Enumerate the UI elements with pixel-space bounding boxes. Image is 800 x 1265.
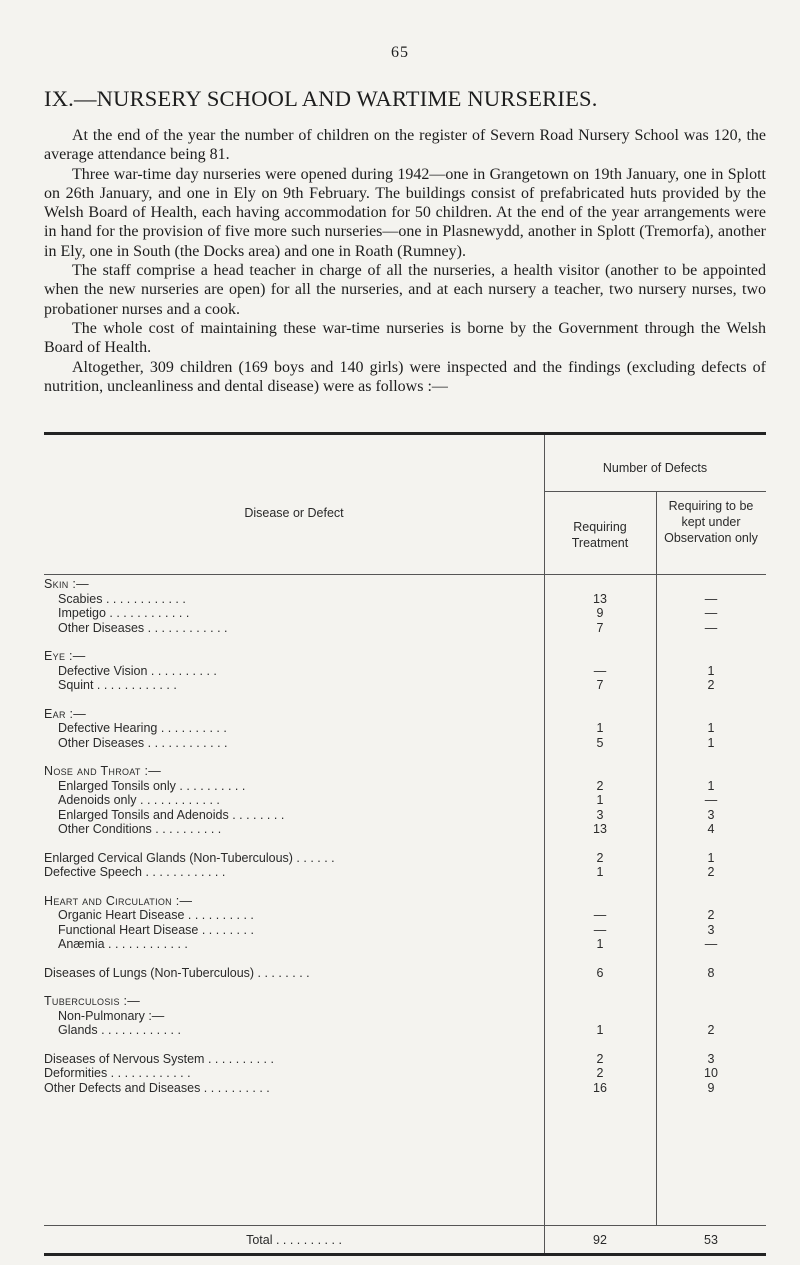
row-label: Scabies . . . . . . . . . . . .: [58, 591, 186, 606]
cell-requiring-observation: —: [704, 620, 718, 635]
table-row: [44, 908, 766, 923]
table-group-heading: [44, 894, 766, 909]
row-label: Non-Pulmonary :—: [58, 1008, 165, 1023]
table-row: [44, 721, 766, 736]
row-label: Deformities . . . . . . . . . . . .: [44, 1066, 191, 1080]
table-group-heading: [44, 707, 766, 722]
cell-requiring-observation: 9: [707, 1080, 715, 1095]
cell-requiring-observation: 1: [707, 735, 715, 750]
cell-requiring-treatment: 7: [596, 678, 604, 692]
cell-requiring-observation: 1: [707, 663, 715, 678]
table-header: [44, 435, 766, 575]
paragraph-findings: Altogether, 309 children (169 boys and 140 girls) were inspected and the findings (excluding defects of nutrition, uncleanliness and dental disease) were as follows :—: [44, 358, 766, 395]
section-heading: IX.—NURSERY SCHOOL AND WARTIME NURSERIES.: [44, 86, 598, 111]
table-row: [44, 1066, 766, 1081]
cell-requiring-observation: 3: [707, 922, 715, 937]
cell-requiring-treatment: 2: [596, 850, 604, 865]
row-label: Glands . . . . . . . . . . . .: [58, 1023, 181, 1037]
row-label: Other Conditions . . . . . . . . . .: [58, 822, 222, 836]
cell-requiring-treatment: 2: [596, 778, 604, 793]
row-label: Diseases of Nervous System . . . . . . . . . .: [44, 1051, 274, 1066]
cell-requiring-treatment: 1: [596, 1023, 604, 1037]
row-label: Enlarged Tonsils only . . . . . . . . . .: [58, 778, 246, 793]
table-group-heading: [44, 994, 766, 1009]
table-row: [44, 621, 766, 636]
header-number-of-defects: Number of Defects: [602, 461, 708, 475]
table-row: [44, 664, 766, 679]
cell-requiring-treatment: 7: [596, 620, 604, 635]
cell-requiring-treatment: 1: [596, 865, 604, 879]
table-row: [44, 1009, 766, 1024]
cell-requiring-observation: —: [704, 937, 718, 951]
row-label: Other Diseases . . . . . . . . . . . .: [58, 620, 228, 635]
row-label: Defective Speech . . . . . . . . . . . .: [44, 865, 226, 879]
cell-requiring-treatment: —: [593, 922, 607, 937]
header-divider: [544, 491, 766, 492]
cell-requiring-treatment: 3: [596, 807, 604, 822]
table-row: [44, 1081, 766, 1096]
row-label: Other Diseases . . . . . . . . . . . .: [58, 735, 228, 750]
cell-requiring-observation: 1: [707, 850, 715, 865]
body-text: [44, 126, 766, 396]
defects-table: [44, 432, 766, 1256]
row-label: Functional Heart Disease . . . . . . . .: [58, 922, 254, 937]
cell-requiring-observation: —: [704, 591, 718, 606]
table-group-heading: [44, 764, 766, 779]
table-row: [44, 808, 766, 823]
table-row: [44, 1052, 766, 1067]
row-label: Ear :—: [44, 706, 87, 721]
cell-requiring-treatment: 1: [596, 793, 604, 807]
row-label: Adenoids only . . . . . . . . . . . .: [58, 793, 220, 807]
total-observation: 53: [704, 1233, 718, 1247]
paragraph-cost: The whole cost of maintaining these war-time nurseries is borne by the Government through the Welsh Board of Health.: [44, 319, 766, 357]
cell-requiring-treatment: 1: [596, 721, 604, 735]
header-requiring-treatment: Requiring Treatment: [571, 520, 629, 550]
cell-requiring-treatment: 9: [596, 606, 604, 620]
table-row: [44, 793, 766, 808]
cell-requiring-treatment: 13: [593, 822, 607, 836]
table-row: [44, 937, 766, 952]
total-treatment: 92: [593, 1233, 607, 1247]
row-label: Enlarged Cervical Glands (Non-Tuberculous) . . . . . .: [44, 850, 335, 865]
row-label: Impetigo . . . . . . . . . . . .: [58, 606, 190, 620]
row-label: Defective Hearing . . . . . . . . . .: [58, 721, 227, 735]
row-label: Heart and Circulation :—: [44, 893, 193, 908]
header-requiring-observation: Requiring to be kept under Observation only: [664, 499, 758, 545]
table-row: [44, 779, 766, 794]
cell-requiring-observation: 3: [707, 1051, 715, 1066]
table-row: [44, 592, 766, 607]
cell-requiring-observation: 2: [707, 865, 715, 879]
row-label: Other Defects and Diseases . . . . . . . . . .: [44, 1080, 270, 1095]
cell-requiring-observation: 10: [704, 1066, 718, 1080]
cell-requiring-treatment: —: [593, 663, 607, 678]
table-row: [44, 606, 766, 621]
cell-requiring-treatment: 2: [596, 1066, 604, 1080]
cell-requiring-treatment: 1: [596, 937, 604, 951]
table-group-heading: [44, 577, 766, 592]
cell-requiring-treatment: 16: [593, 1080, 607, 1095]
row-label: Anæmia . . . . . . . . . . . .: [58, 937, 188, 951]
table-row: [44, 851, 766, 866]
row-label: Organic Heart Disease . . . . . . . . . .: [58, 908, 254, 922]
cell-requiring-treatment: 2: [596, 1051, 604, 1066]
table-row: [44, 865, 766, 880]
row-label: Diseases of Lungs (Non-Tuberculous) . . . . . . . .: [44, 965, 310, 980]
row-label: Skin :—: [44, 577, 89, 591]
cell-requiring-treatment: 5: [596, 735, 604, 750]
table-row: [44, 966, 766, 981]
row-label: Nose and Throat :—: [44, 764, 162, 778]
table-row: [44, 678, 766, 693]
cell-requiring-observation: —: [704, 606, 718, 620]
paragraph-register: At the end of the year the number of children on the register of Severn Road Nursery School was 120, the average attendance being 81.: [44, 127, 766, 164]
paragraph-nurseries: Three war-time day nurseries were opened during 1942—one in Grangetown on 19th January, one in Splott on 26th January, and one in Ely on 9th February. The buildings consist of prefabricated huts provided by the Welsh Board of Health, each having accommodation for 50 children. At the end of the year arrangements were in hand for the provision of five more such nurseries—one in Plasnewydd, another in Splott (Tremorfa), another in Ely, one in South (the Docks area) and one in Roath (Rumney).: [44, 165, 766, 260]
total-divider: [44, 1225, 766, 1226]
cell-requiring-observation: 2: [707, 1023, 715, 1037]
cell-requiring-observation: 1: [707, 778, 715, 793]
cell-requiring-treatment: 6: [596, 965, 604, 980]
row-label: Eye :—: [44, 649, 86, 663]
table-row: [44, 923, 766, 938]
total-row: [44, 1233, 766, 1248]
row-label: Squint . . . . . . . . . . . .: [58, 678, 177, 692]
cell-requiring-observation: 3: [707, 807, 715, 822]
page-number: 65: [391, 44, 409, 61]
cell-requiring-observation: 1: [707, 721, 715, 735]
cell-requiring-observation: 4: [707, 822, 715, 836]
table-group-heading: [44, 649, 766, 664]
table-row: [44, 822, 766, 837]
cell-requiring-observation: 8: [707, 965, 715, 980]
table-row: [44, 1023, 766, 1038]
row-label: Enlarged Tonsils and Adenoids . . . . . . . .: [58, 807, 285, 822]
table-row: [44, 736, 766, 751]
total-label: Total . . . . . . . . . .: [246, 1233, 342, 1247]
column-divider: [544, 435, 545, 1253]
cell-requiring-observation: 2: [707, 678, 715, 692]
cell-requiring-treatment: 13: [593, 591, 607, 606]
cell-requiring-treatment: —: [593, 908, 607, 922]
row-label: Defective Vision . . . . . . . . . .: [58, 663, 217, 678]
cell-requiring-observation: 2: [707, 908, 715, 922]
cell-requiring-observation: —: [704, 793, 718, 807]
row-label: Tuberculosis :—: [44, 994, 141, 1008]
paragraph-staff: The staff comprise a head teacher in charge of all the nurseries, a health visitor (another to be appointed when the new nurseries are open) for all the nurseries, and at each nursery a teacher, two nursery nurses, two probationer nurses and a cook.: [44, 262, 766, 318]
header-disease: Disease or Defect: [244, 506, 344, 520]
